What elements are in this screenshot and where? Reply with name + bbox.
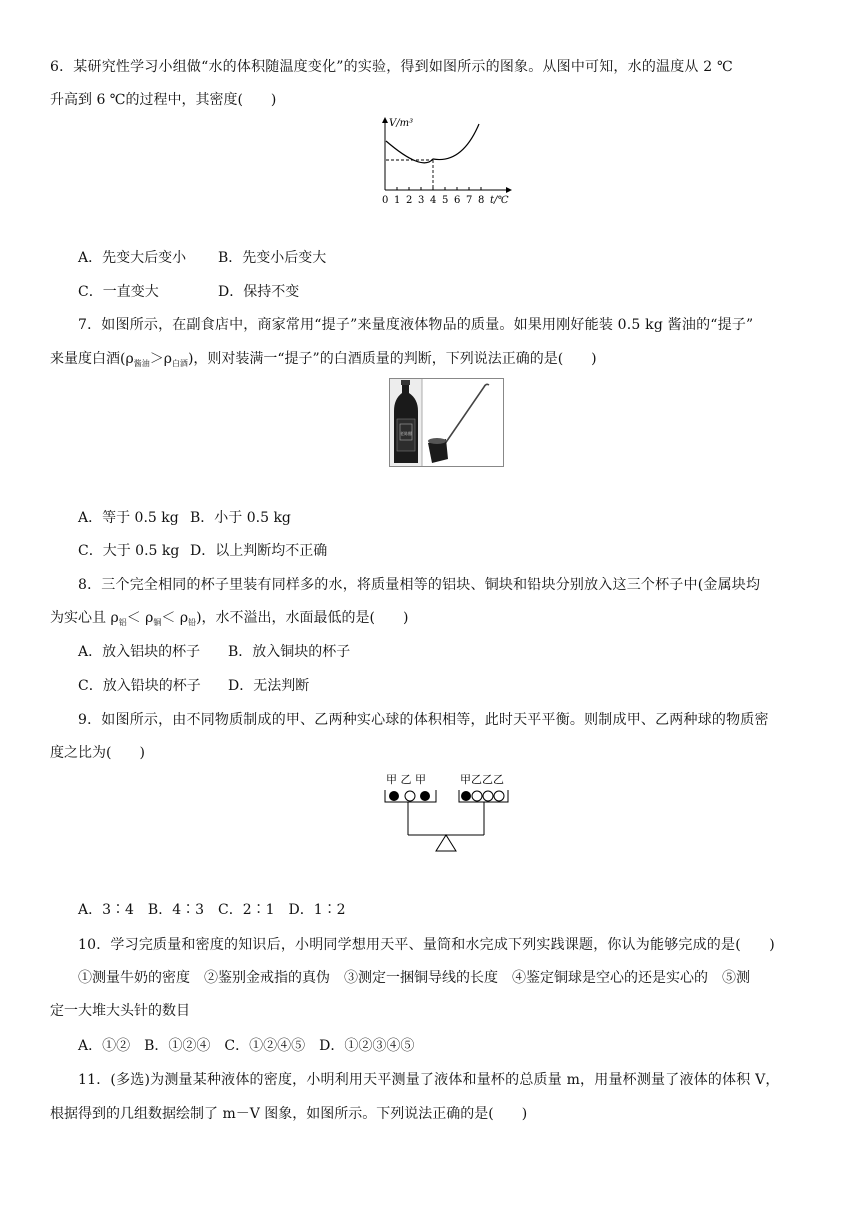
q6-stem-line1: 6．某研究性学习小组做“水的体积随温度变化”的实验，得到如图所示的图象。从图中可知，水的温度从 2 ℃: [50, 59, 733, 75]
q6-graph-ylabel: V/m³: [389, 118, 414, 129]
jia-ball: [461, 791, 471, 801]
q6-graph-tick: 0: [382, 195, 389, 206]
jia-ball: [420, 791, 430, 801]
q7-stem-line2: 来量度白酒$(\rho_{酱油}>\rho_{白酒})$，则对装满一“提子”的白酒质量的判断，下列说法正确的是( ): [50, 351, 597, 368]
q6-option-c: C．一直变大: [78, 284, 159, 300]
q6-graph-xlabel: t/℃: [490, 195, 509, 206]
q8-option-b: B．放入铜块的杯子: [228, 644, 351, 660]
q6-volume-temperature-graph: [372, 114, 522, 214]
q6-graph-tick: 1: [394, 195, 401, 206]
q7-bottle-and-ladle-photo: [389, 378, 504, 467]
q9-right-pan-labels: 甲乙乙乙: [460, 773, 504, 786]
yi-ball: [483, 791, 493, 801]
q11-stem-line2: 根据得到的几组数据绘制了 m－V 图象，如图所示。下列说法正确的是( ): [50, 1106, 528, 1122]
q10-stem-line1: 10．学习完质量和密度的知识后，小明同学想用天平、量筒和水完成下列实践课题，你认为能够完成的是( ): [78, 937, 775, 953]
q8-stem-line2: 为实心且 $\rho_铝< \rho_铜< \rho_铅$)，水不溢出，水面最低的是( ): [50, 610, 409, 627]
q6-graph-tick: 5: [442, 195, 449, 206]
yi-ball: [472, 791, 482, 801]
q8-stem-line1: 8．三个完全相同的杯子里装有同样多的水，将质量相等的铝块、铜块和铅块分别放入这三个杯子中(金属块均: [78, 577, 761, 593]
q6-graph-tick: 7: [466, 195, 473, 206]
q8-option-d: D．无法判断: [228, 678, 310, 694]
q10-stem-line3: 定一大堆大头针的数目: [50, 1003, 190, 1019]
yi-ball: [405, 791, 415, 801]
q9-options: A．3∶4 B．4∶3 C．2∶1 D．1∶2: [78, 902, 346, 918]
q7-option-a: A．等于 0.5 kg: [78, 510, 179, 526]
q9-stem-line2: 度之比为( ): [50, 745, 145, 761]
q7-option-c: C．大于 0.5 kg: [78, 543, 180, 559]
q7-option-b: B．小于 0.5 kg: [190, 510, 291, 526]
q8-option-a: A．放入铝块的杯子: [78, 644, 201, 660]
q7-option-d: D．以上判断均不正确: [190, 543, 328, 559]
q6-graph-tick: 4: [430, 195, 437, 206]
yi-ball: [494, 791, 504, 801]
q11-stem-line1: 11．(多选)为测量某种液体的密度，小明利用天平测量了液体和量杯的总质量 m，用量杯测量了液体的体积 V，: [78, 1072, 780, 1088]
q9-balance-diagram: [380, 771, 516, 861]
q6-graph-tick: 2: [406, 195, 413, 206]
q6-graph-tick: 3: [418, 195, 425, 206]
q9-left-pan-labels: 甲 乙 甲: [386, 773, 426, 786]
q10-stem-line2: ①测量牛奶的密度 ②鉴别金戒指的真伪 ③测定一捆铜导线的长度 ④鉴定铜球是空心的还是实心的 ⑤测: [78, 970, 750, 986]
q6-graph-tick: 6: [454, 195, 461, 206]
bottle-label: 老陈醋: [400, 431, 412, 436]
jia-ball: [389, 791, 399, 801]
q6-graph-tick: 8: [478, 195, 485, 206]
q6-stem-line2: 升高到 6 ℃的过程中，其密度( ): [50, 92, 277, 108]
q6-option-a: A．先变大后变小: [78, 250, 187, 266]
q6-option-d: D．保持不变: [218, 284, 300, 300]
q8-option-c: C．放入铅块的杯子: [78, 678, 201, 694]
q6-option-b: B．先变小后变大: [218, 250, 327, 266]
q7-stem-line1: 7．如图所示，在副食店中，商家常用“提子”来量度液体物品的质量。如果用刚好能装 0.5 kg 酱油的“提子”: [78, 317, 754, 333]
q10-options: A．①② B．①②④ C．①②④⑤ D．①②③④⑤: [78, 1038, 415, 1054]
q9-stem-line1: 9．如图所示，由不同物质制成的甲、乙两种实心球的体积相等，此时天平平衡。则制成甲、乙两种球的物质密: [78, 712, 769, 728]
